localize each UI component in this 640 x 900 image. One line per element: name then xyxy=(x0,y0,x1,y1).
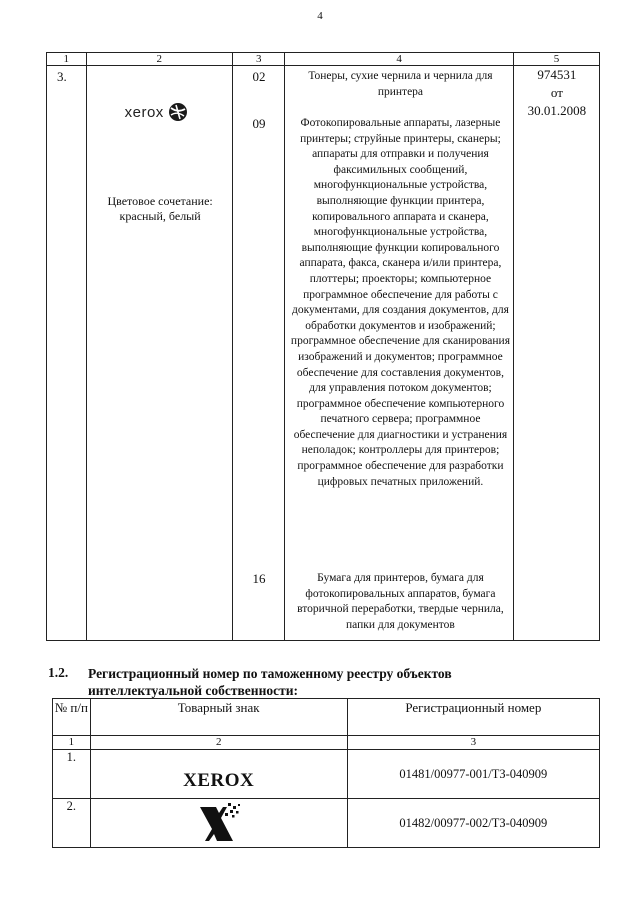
col-number-1: 1 xyxy=(53,736,91,750)
section-number: 1.2. xyxy=(48,665,69,680)
customs-registry-table xyxy=(52,698,600,848)
col-number-3: 3 xyxy=(347,736,599,750)
trademark-cell xyxy=(90,750,347,799)
col-number-1: 1 xyxy=(47,53,87,66)
row-number: 1. xyxy=(53,750,91,799)
xerox-ball-icon xyxy=(168,102,188,122)
goods-description: Фотокопировальные аппараты, лазерные принтеры; струйные принтеры, сканеры; аппараты для отправки и получения факсимильных сообщений, многофункциональные устройства, выполняющие функции принтера, копировального аппарата и сканера, многофункциональные устройства, выполняющие функции копировального аппарата, факса, сканера и/или принтера, плоттеры; проекторы; компьютерное программное обеспечение для работы с документами, для создания документов, для обработки документов и изображений; программное обеспечение для сканирования изображений и документов; программное обеспечение для составления документов, для управления потоком документов; программное обеспечение компьютерного печатного сервера; программное обеспечение для диагностики и устранения неполадок; контроллеры для принтеров; программное обеспечение для разработки цифровых печатных приложений. xyxy=(290,117,510,488)
class-cell xyxy=(232,66,284,641)
trademark-cell xyxy=(86,66,232,641)
xerox-x-icon xyxy=(194,801,244,847)
xerox-wordmark: XEROX xyxy=(183,769,255,791)
registration-from: от xyxy=(550,85,563,100)
table-row xyxy=(53,750,600,799)
row-number: 3. xyxy=(57,69,67,84)
column-number-row xyxy=(47,53,600,66)
header-registration: Регистрационный номер xyxy=(347,699,599,736)
color-combination-label: Цветовое сочетание: красный, белый xyxy=(107,194,213,223)
goods-description: Тонеры, сухие чернила и чернила для принтера xyxy=(308,70,493,98)
header-row xyxy=(53,699,600,736)
trademark-cell xyxy=(90,799,347,848)
row-number-cell xyxy=(47,66,87,641)
class-code: 09 xyxy=(252,116,266,131)
registration-number: 01481/00977-001/ТЗ-040909 xyxy=(347,750,599,799)
registration-date: 30.01.2008 xyxy=(527,103,587,118)
header-trademark: Товарный знак xyxy=(90,699,347,736)
class-code: 02 xyxy=(252,69,266,84)
page-number: 4 xyxy=(317,10,323,22)
trademark-table xyxy=(46,52,600,641)
col-number-5: 5 xyxy=(513,53,599,66)
class-code: 16 xyxy=(252,571,266,586)
header-number: № п/п xyxy=(53,699,91,736)
col-number-2: 2 xyxy=(86,53,232,66)
xerox-logo xyxy=(125,102,188,122)
registration-cell xyxy=(513,66,599,641)
col-number-2: 2 xyxy=(90,736,347,750)
row-number: 2. xyxy=(53,799,91,848)
table-row xyxy=(53,799,600,848)
logo-wordmark: xerox xyxy=(124,103,164,121)
col-number-3: 3 xyxy=(232,53,284,66)
registration-info xyxy=(514,66,600,120)
registration-number: 01482/00977-002/ТЗ-040909 xyxy=(347,799,599,848)
table-row xyxy=(47,66,600,641)
goods-description: Бумага для принтеров, бумага для фотокопировальных аппаратов, бумага вторичной переработки, твердые чернила, папки для документов xyxy=(297,572,504,631)
column-number-row xyxy=(53,736,600,750)
goods-cell xyxy=(285,66,513,641)
col-number-4: 4 xyxy=(285,53,513,66)
registration-number: 974531 xyxy=(537,67,577,82)
section-title: Регистрационный номер по таможенному реестру объектов интеллектуальной собственности: xyxy=(88,666,452,698)
